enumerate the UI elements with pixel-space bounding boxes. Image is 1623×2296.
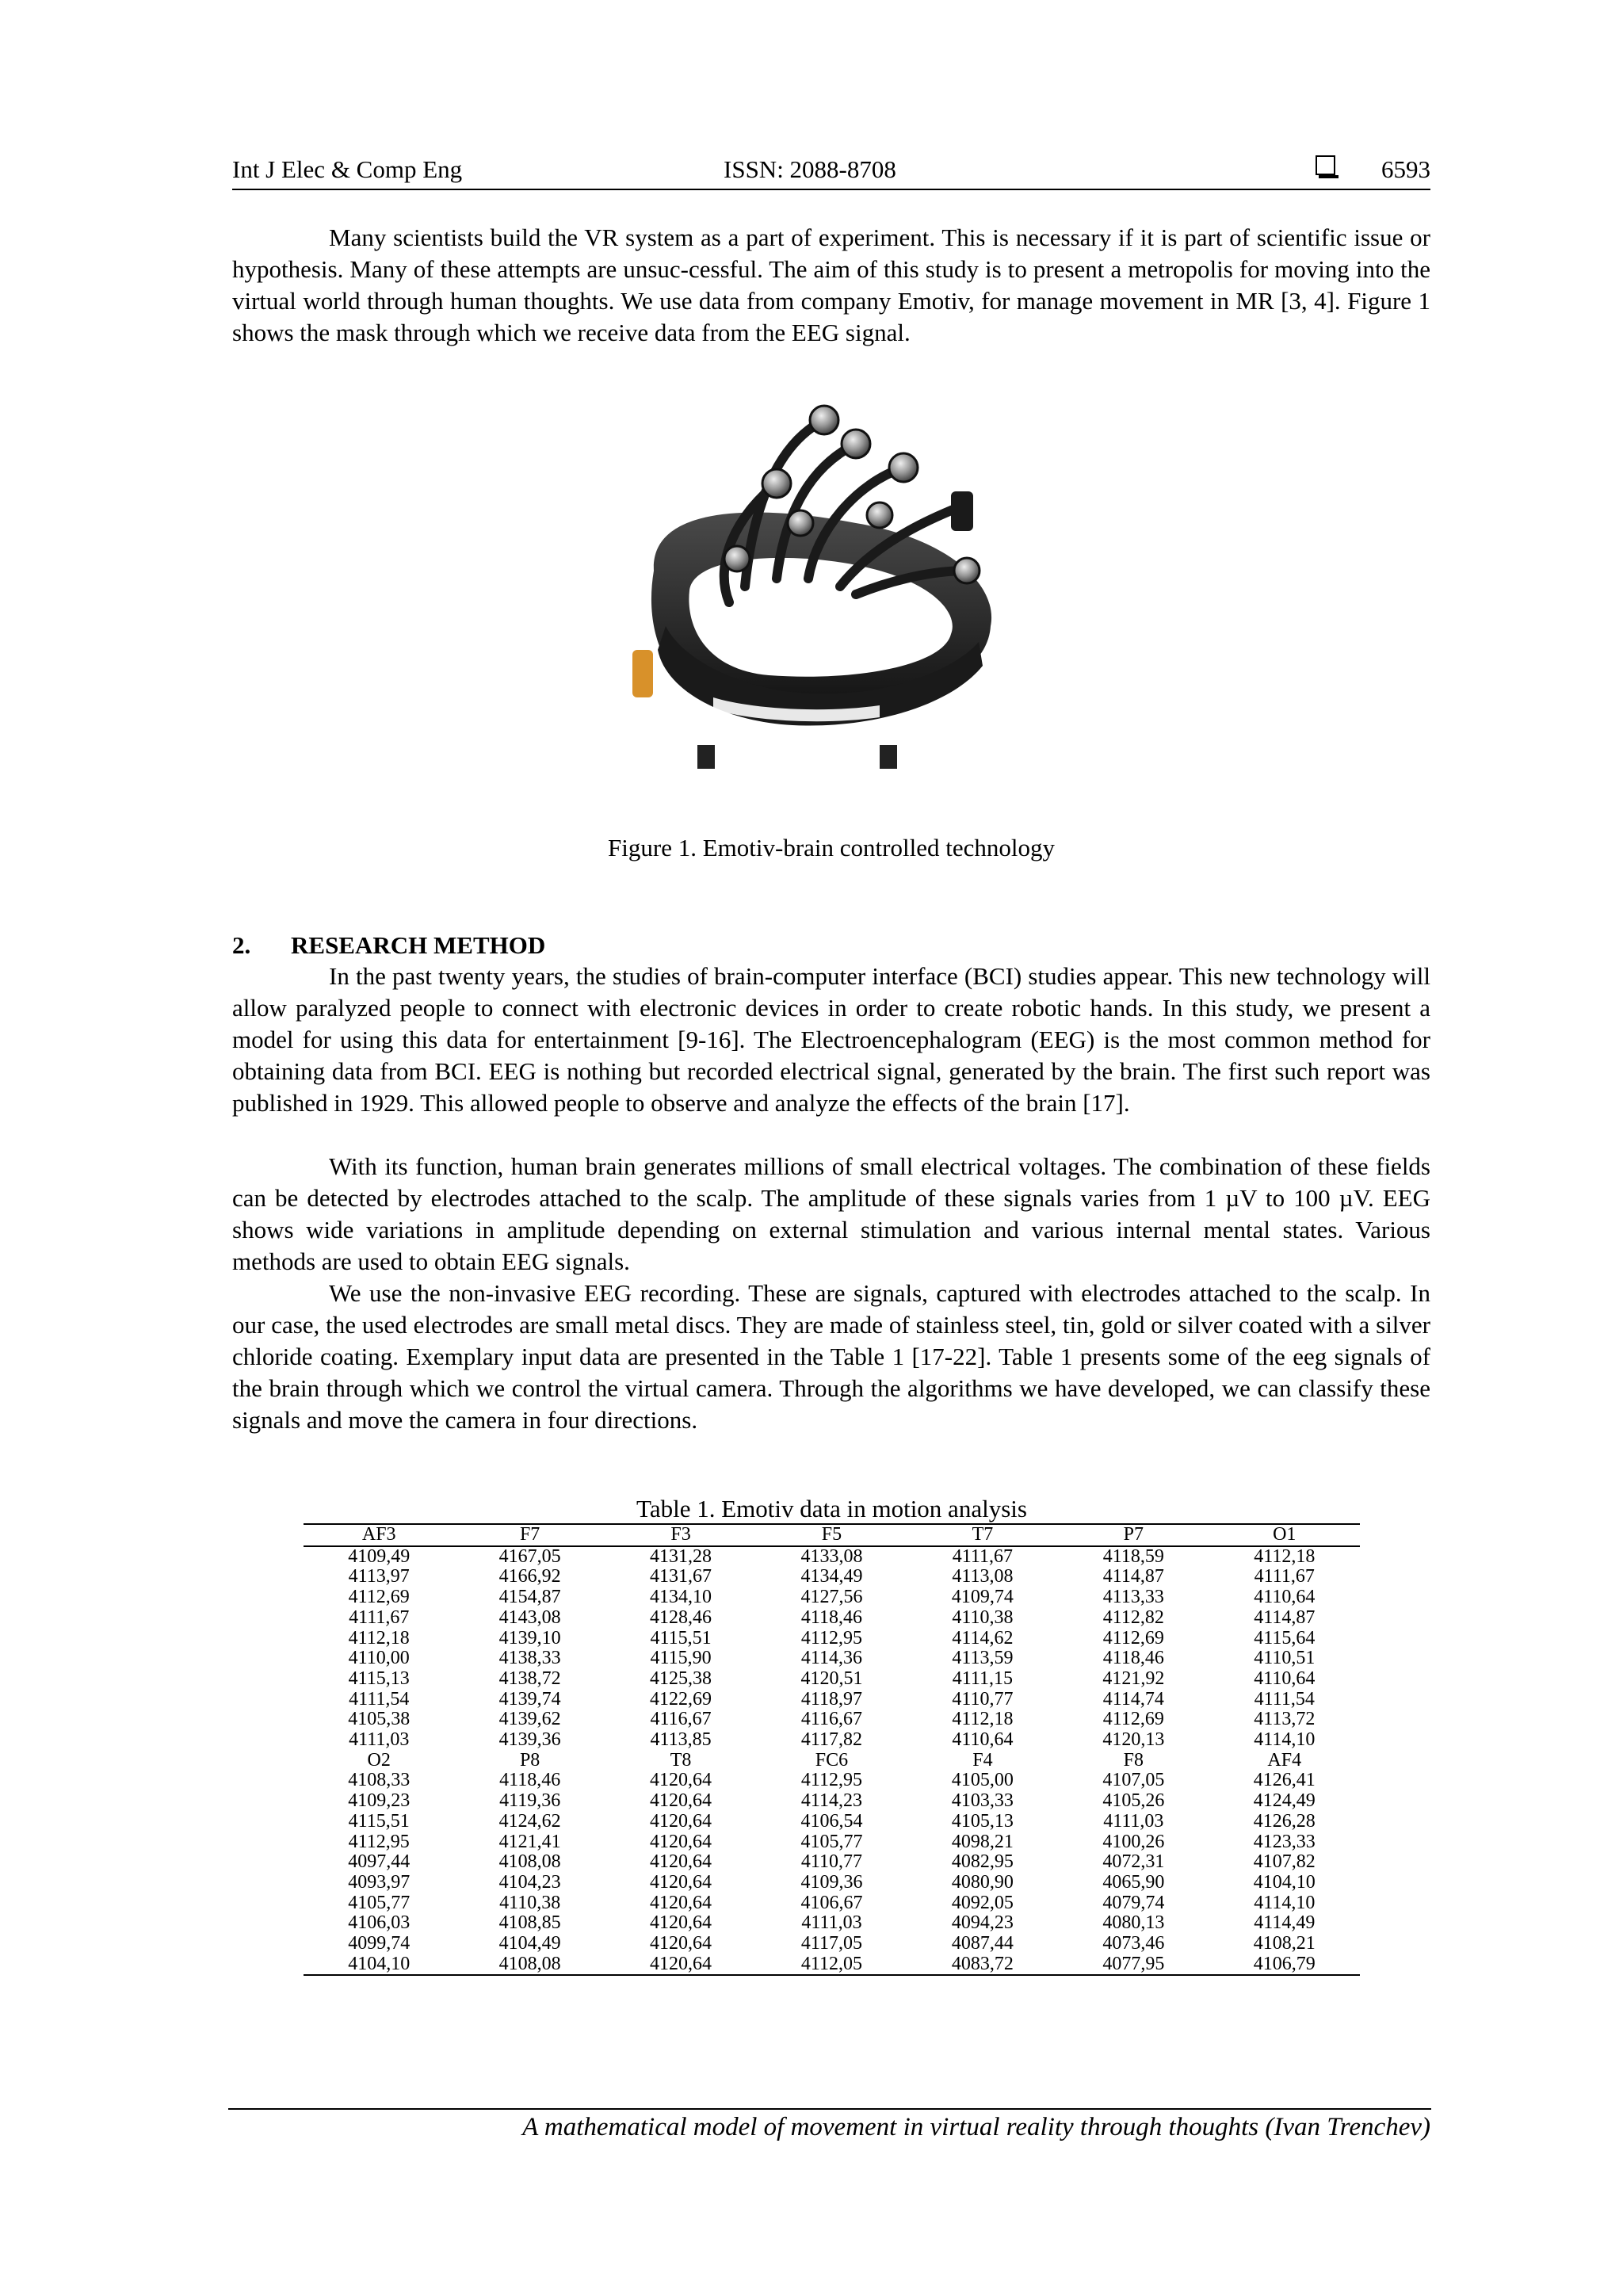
eeg-headset-image	[618, 388, 1030, 808]
table-cell: 4123,33	[1253, 1831, 1316, 1852]
table-cell: 4114,74	[1102, 1688, 1164, 1710]
table-cell: 4073,46	[1102, 1933, 1165, 1954]
table-cell: 4139,62	[498, 1709, 561, 1730]
table-cell: 4105,77	[348, 1892, 411, 1913]
table-cell: 4104,23	[498, 1871, 561, 1893]
table-cell: 4115,51	[348, 1810, 410, 1832]
table-cell: 4167,05	[498, 1545, 561, 1567]
table-cell: 4126,28	[1253, 1810, 1316, 1832]
table-row	[304, 1934, 1360, 1954]
table-cell: 4108,85	[498, 1912, 561, 1934]
table-cell: 4109,74	[951, 1587, 1014, 1608]
table-cell: 4105,77	[800, 1831, 863, 1852]
table-cell: 4138,33	[498, 1648, 561, 1669]
table-cell: 4110,00	[348, 1648, 410, 1669]
table-cell: 4139,74	[498, 1688, 561, 1710]
table-cell: 4113,97	[348, 1566, 410, 1587]
table-cell: 4154,87	[498, 1587, 561, 1608]
column-header: F7	[519, 1524, 540, 1545]
intro-paragraph: Many scientists build the VR system as a part of experiment. This is necessary if it is part of scientific issue or hypothesis. Many of these attempts are unsuc-cessful. The aim of this study is to present a metropolis for moving into the virtual world through human thoughts. We use data from company Emotiv, for manage movement in MR [3, 4]. Figure 1 shows the mask through which we receive data from the EEG signal.	[232, 223, 1430, 346]
table-cell: 4110,38	[952, 1606, 1014, 1628]
table-cell: 4110,51	[1254, 1648, 1316, 1669]
table-cell: 4094,23	[951, 1912, 1014, 1934]
table-cell: 4115,13	[348, 1668, 410, 1689]
column-header: P7	[1123, 1524, 1144, 1545]
headset-illustration	[618, 388, 1030, 808]
table-cell: 4111,67	[1254, 1566, 1315, 1587]
table-cell: 4117,05	[800, 1933, 863, 1954]
table-cell: 4126,41	[1253, 1770, 1316, 1791]
table-cell: 4107,82	[1253, 1851, 1316, 1873]
figure-caption: Figure 1. Emotiv-brain controlled technology	[608, 834, 1055, 861]
table-cell: 4112,95	[800, 1627, 863, 1648]
table-cell: 4124,62	[498, 1810, 561, 1832]
table-cell: 4112,18	[1254, 1545, 1316, 1567]
table-cell: 4117,82	[800, 1729, 863, 1751]
table-cell: 4103,33	[951, 1790, 1014, 1812]
table-cell: 4115,90	[650, 1648, 712, 1669]
table-cell: 4112,82	[1102, 1606, 1164, 1628]
table-cell: 4113,72	[1254, 1709, 1316, 1730]
table-cell: 4122,69	[650, 1688, 712, 1710]
table-cell: 4105,38	[348, 1709, 411, 1730]
table-cell: 4111,03	[1103, 1810, 1164, 1832]
table-cell: 4080,13	[1102, 1912, 1165, 1934]
table-cell: 4108,21	[1253, 1933, 1316, 1954]
table-cell: 4106,54	[800, 1810, 863, 1832]
table-cell: 4107,05	[1102, 1770, 1165, 1791]
table-cell: F8	[1123, 1749, 1144, 1771]
table-cell: 4113,08	[952, 1566, 1014, 1587]
table-cell: 4134,49	[800, 1566, 863, 1587]
table-cell: 4113,85	[650, 1729, 712, 1751]
table-cell: 4105,00	[951, 1770, 1014, 1791]
table-row	[304, 1710, 1360, 1730]
table-cell: F4	[972, 1749, 993, 1771]
column-header: T7	[972, 1524, 994, 1545]
table-cell: 4118,46	[499, 1770, 561, 1791]
table-cell: 4166,92	[498, 1566, 561, 1587]
table-cell: 4114,62	[952, 1627, 1014, 1648]
table-cell: 4110,64	[1254, 1587, 1316, 1608]
table-cell: 4120,64	[650, 1933, 712, 1954]
running-header	[232, 155, 1430, 190]
paragraph-recording: We use the non-invasive EEG recording. These are signals, captured with electrodes attached to the scalp. In our case, the used electrodes are small metal discs. They are made of stainless steel, tin, gold or silver coated with a silver chloride coating. Exemplary input data are presented in the Table 1 [17-22]. Table 1 presents some of the eeg signals of the brain through which we control the virtual camera. Through the algorithms we have developed, we can classify these signals and move the camera in four directions.	[232, 1279, 1430, 1434]
table-cell: 4112,18	[348, 1627, 410, 1648]
table-cell: 4127,56	[800, 1587, 863, 1608]
table-cell: 4077,95	[1102, 1953, 1165, 1974]
table-row	[304, 1812, 1360, 1832]
table-cell: 4112,95	[800, 1770, 863, 1791]
table-row	[304, 1913, 1360, 1934]
table-cell: 4109,36	[800, 1871, 863, 1893]
table-cell: 4110,64	[1254, 1668, 1316, 1689]
section-number: 2.	[232, 931, 251, 959]
table-cell: 4106,03	[348, 1912, 411, 1934]
table-cell: 4119,36	[499, 1790, 561, 1812]
page-number: 6593	[1381, 155, 1430, 183]
table-cell: 4133,08	[800, 1545, 863, 1567]
table-cell: 4138,72	[498, 1668, 561, 1689]
table-cell: 4079,74	[1102, 1892, 1165, 1913]
running-footer: A mathematical model of movement in virtual reality through thoughts (Ivan Trenchev)	[522, 2113, 1430, 2141]
table-cell: O2	[367, 1749, 391, 1771]
table-cell: 4139,36	[498, 1729, 561, 1751]
table-row	[304, 1546, 1360, 1568]
table-cell: 4065,90	[1102, 1871, 1165, 1893]
table-row	[304, 1608, 1360, 1629]
table-cell: 4097,44	[348, 1851, 411, 1873]
table-cell: 4099,74	[348, 1933, 411, 1954]
table-cell: 4115,64	[1254, 1627, 1316, 1648]
table-cell: 4121,92	[1102, 1668, 1165, 1689]
table-cell: 4087,44	[951, 1933, 1014, 1954]
table-cell: 4125,38	[650, 1668, 712, 1689]
table-cell: 4143,08	[498, 1606, 561, 1628]
table-cell: 4082,95	[951, 1851, 1014, 1873]
table-cell: 4118,46	[800, 1606, 863, 1628]
square-icon	[1316, 155, 1335, 175]
table-cell: 4111,03	[349, 1729, 410, 1751]
table-cell: 4108,33	[348, 1770, 411, 1791]
table-cell: 4113,59	[952, 1648, 1014, 1669]
table-cell: 4114,10	[1254, 1729, 1316, 1751]
table-cell: 4116,67	[650, 1709, 712, 1730]
table-row	[304, 1690, 1360, 1710]
table-cell: 4114,49	[1254, 1912, 1316, 1934]
table-row	[304, 1873, 1360, 1893]
issn: ISSN: 2088-8708	[724, 155, 896, 183]
table-cell: 4106,67	[800, 1892, 863, 1913]
emotiv-data-table	[304, 1523, 1360, 1976]
paragraph-bci: In the past twenty years, the studies of brain-computer interface (BCI) studies appear. This new technology will allow paralyzed people to connect with electronic devices in order to create robotic hands. In this study, we present a model for using this data for entertainment [9-16]. The Electroencephalogram (EEG) is the most common method for obtaining data from BCI. EEG is nothing but recorded electrical signal, generated by the brain. The first such report was published in 1929. This allowed people to observe and analyze the effects of the brain [17].	[232, 962, 1430, 1117]
table-cell: 4100,26	[1102, 1831, 1165, 1852]
table-cell: 4111,67	[349, 1606, 410, 1628]
table-cell: 4110,77	[800, 1851, 863, 1873]
table-cell: 4072,31	[1102, 1851, 1165, 1873]
journal-name: Int J Elec & Comp Eng	[232, 155, 463, 183]
table-cell: 4131,28	[650, 1545, 712, 1567]
table-cell: 4110,64	[952, 1729, 1014, 1751]
table-cell: 4109,23	[348, 1790, 411, 1812]
table-cell: 4120,64	[650, 1790, 712, 1812]
table-cell: 4112,05	[800, 1953, 863, 1974]
table-cell: 4111,67	[952, 1545, 1013, 1567]
table-cell: T8	[670, 1749, 692, 1771]
table-cell: 4083,72	[951, 1953, 1014, 1974]
column-header: F3	[670, 1524, 691, 1545]
table-cell: 4120,64	[650, 1851, 712, 1873]
table-cell: 4139,10	[498, 1627, 561, 1648]
table-cell: 4105,26	[1102, 1790, 1165, 1812]
table-cell: 4120,64	[650, 1831, 712, 1852]
table-cell: 4113,33	[1102, 1587, 1164, 1608]
table-row	[304, 1771, 1360, 1791]
table-cell: 4112,69	[1102, 1627, 1164, 1648]
table-cell: 4120,64	[650, 1892, 712, 1913]
table-cell: 4120,13	[1102, 1729, 1165, 1751]
table-cell: 4120,64	[650, 1953, 712, 1974]
table-cell: 4120,51	[800, 1668, 863, 1689]
table-row	[304, 1587, 1360, 1608]
table-cell: P8	[519, 1749, 540, 1771]
section-title: RESEARCH METHOD	[291, 931, 546, 959]
table-cell: 4118,59	[1102, 1545, 1164, 1567]
table-cell: 4104,49	[498, 1933, 561, 1954]
footer-rule	[228, 2108, 1431, 2110]
table-cell: 4120,64	[650, 1810, 712, 1832]
table-cell: 4108,08	[498, 1851, 561, 1873]
column-header: O1	[1273, 1524, 1296, 1545]
table-row	[304, 1893, 1360, 1914]
table-cell: 4124,49	[1253, 1790, 1316, 1812]
section-heading	[232, 931, 545, 960]
table-cell: 4114,87	[1254, 1606, 1316, 1628]
table-cell: 4114,36	[800, 1648, 863, 1669]
table-cell: 4120,64	[650, 1770, 712, 1791]
table-cell: 4112,69	[1102, 1709, 1164, 1730]
table-cell: 4098,21	[951, 1831, 1014, 1852]
table-row	[304, 1669, 1360, 1690]
table-cell: 4112,18	[952, 1709, 1014, 1730]
table-cell: 4131,67	[650, 1566, 712, 1587]
table-cell: 4105,13	[951, 1810, 1014, 1832]
paragraph-voltages: With its function, human brain generates millions of small electrical voltages. The combination of these fields can be detected by electrodes attached to the scalp. The amplitude of these signals varies from 1 µV to 100 µV. EEG shows wide variations in amplitude depending on external stimulation and various internal mental states. Various methods are used to obtain EEG signals.	[232, 1152, 1430, 1275]
table-cell: 4110,77	[952, 1688, 1014, 1710]
table-cell: 4120,64	[650, 1912, 712, 1934]
table-cell: 4118,46	[1102, 1648, 1164, 1669]
table-row	[304, 1751, 1360, 1771]
table-cell: 4104,10	[1253, 1871, 1316, 1893]
table-cell: 4108,08	[498, 1953, 561, 1974]
table-header-row	[304, 1524, 1360, 1546]
table-cell: 4110,38	[499, 1892, 561, 1913]
table-row	[304, 1730, 1360, 1751]
table-caption: Table 1. Emotiv data in motion analysis	[636, 1495, 1027, 1522]
table-cell: 4106,79	[1253, 1953, 1316, 1974]
table-row	[304, 1648, 1360, 1669]
table-cell: 4114,10	[1254, 1892, 1316, 1913]
table-cell: 4112,95	[348, 1831, 410, 1852]
table-cell: 4114,23	[800, 1790, 863, 1812]
column-header: AF3	[361, 1524, 396, 1545]
table-cell: 4109,49	[348, 1545, 411, 1567]
table-cell: 4104,10	[348, 1953, 411, 1974]
table-cell: 4118,97	[800, 1688, 863, 1710]
table-cell: 4111,15	[952, 1668, 1013, 1689]
column-header: F5	[821, 1524, 842, 1545]
table-cell: 4128,46	[650, 1606, 712, 1628]
table-cell: 4092,05	[951, 1892, 1014, 1913]
table-cell: 4080,90	[951, 1871, 1014, 1893]
table-row	[304, 1954, 1360, 1976]
table-row	[304, 1791, 1360, 1812]
table-cell: 4114,87	[1102, 1566, 1164, 1587]
table-cell: 4116,67	[800, 1709, 863, 1730]
table-cell: 4111,03	[801, 1912, 862, 1934]
table-cell: 4120,64	[650, 1871, 712, 1893]
table-row	[304, 1832, 1360, 1853]
table-cell: 4112,69	[348, 1587, 410, 1608]
table-cell: 4111,54	[1254, 1688, 1315, 1710]
table-cell: AF4	[1267, 1749, 1302, 1771]
table-row	[304, 1629, 1360, 1649]
table-cell: 4093,97	[348, 1871, 411, 1893]
table-cell: 4111,54	[349, 1688, 410, 1710]
table-cell: 4115,51	[650, 1627, 712, 1648]
table-cell: 4121,41	[498, 1831, 561, 1852]
table-row	[304, 1567, 1360, 1587]
table-cell: FC6	[815, 1749, 849, 1771]
table-row	[304, 1852, 1360, 1873]
table-cell: 4134,10	[650, 1587, 712, 1608]
